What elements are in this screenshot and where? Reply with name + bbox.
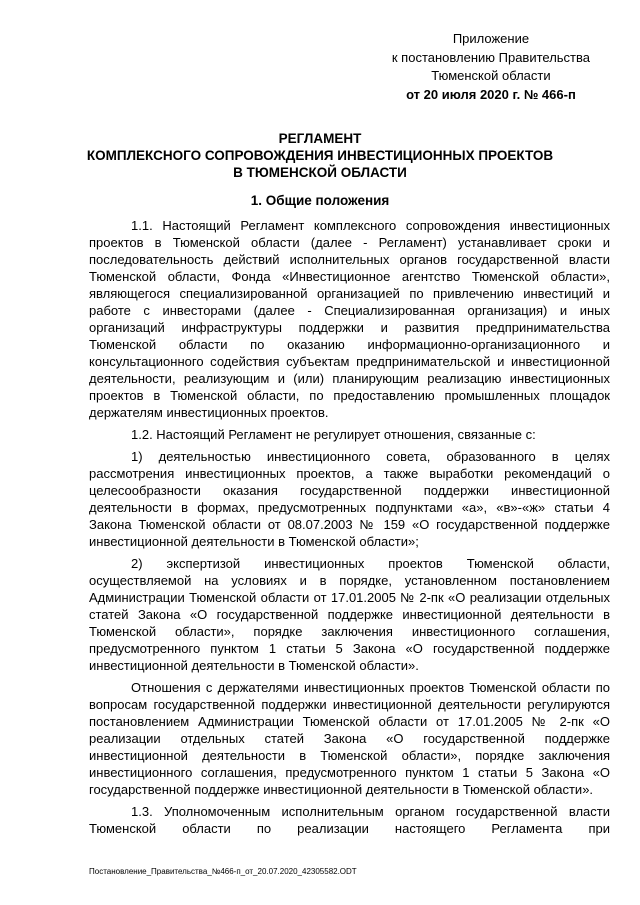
paragraph-1-3: 1.3. Уполномоченным исполнительным органом государственной власти Тюменской области по реализации настоящего Регламента при — [89, 804, 610, 836]
appendix-header — [392, 30, 590, 104]
paragraph-relations: Отношения с держателями инвестиционных проектов Тюменской области по вопросам государственной поддержки инвестиционной деятельности регулируются постановлением Администрации Тюменской области от 17.01.2005 № 2-пк «О реализации отдельных статей Закона «О государственной поддержке инвестиционной деятельности в Тюменской области», порядке заключения инвестиционного соглашения, предусмотренного пунктом 1 статьи 5 Закона «О государственной поддержке инвестиционной деятельности в Тюменской области». — [89, 680, 610, 797]
paragraph-item-2: 2) экспертизой инвестиционных проектов Тюменской области, осуществляемой на условиях и в порядке, установленном постановлением Администрации Тюменской области от 17.01.2005 № 2-пк «О реализации отдельных статей Закона «О государственной поддержке инвестиционной деятельности в Тюменской области», порядке заключения инвестиционного соглашения, предусмотренного пунктом 1 статьи 5 Закона «О государственной поддержке инвестиционной деятельности в Тюменской области». — [89, 556, 610, 673]
appendix-date-number: от 20 июля 2020 г. № 466-п — [406, 86, 576, 102]
document-title — [0, 130, 640, 181]
title-line-2: КОМПЛЕКСНОГО СОПРОВОЖДЕНИЯ ИНВЕСТИЦИОННЫХ ПРОЕКТОВ — [86, 148, 554, 163]
title-line-3: В ТЮМЕНСКОЙ ОБЛАСТИ — [233, 165, 407, 180]
paragraph-item-1: 1) деятельностью инвестиционного совета, образованного в целях рассмотрения инвестиционных проектов, а также выработки рекомендаций о целесообразности оказания государственной поддержки инвестиционной деятельности в формах, предусмотренных подпунктами «а», «в»-«ж» статьи 4 Закона Тюменской области от 08.07.2003 № 159 «О государственной поддержке инвестиционной деятельности в Тюменской области»; — [89, 449, 610, 549]
appendix-reference: к постановлению Правительства — [391, 49, 590, 65]
document-body — [89, 217, 610, 842]
paragraph-1-2: 1.2. Настоящий Регламент не регулирует отношения, связанные с: — [131, 427, 536, 442]
paragraph-1-1: 1.1. Настоящий Регламент комплексного сопровождения инвестиционных проектов в Тюменской области (далее - Регламент) устанавливает сроки и последовательность действий исполнительных органов государственной власти Тюменской области, Фонда «Инвестиционное агентство Тюменской области», являющегося специализированной организацией по привлечению инвестиций и работе с инвесторами (далее - Специализированная организация) и иных организаций инфраструктуры поддержки и развития предпринимательства Тюменской области по оказанию информационно-организационного и консультационного содействия субъектам предпринимательской и инвестиционной деятельности, реализующим и (или) планирующим реализацию инвестиционных проектов в Тюменской области, по предоставлению промышленных площадок держателям инвестиционных проектов. — [89, 218, 610, 420]
section-heading: 1. Общие положения — [250, 193, 390, 208]
appendix-label: Приложение — [452, 31, 530, 46]
appendix-region: Тюменской области — [431, 68, 551, 83]
document-footer: Постановление_Правительства_№466-п_от_20.07.2020_42305582.ODT — [89, 867, 357, 876]
title-line-1: РЕГЛАМЕНТ — [278, 131, 362, 146]
